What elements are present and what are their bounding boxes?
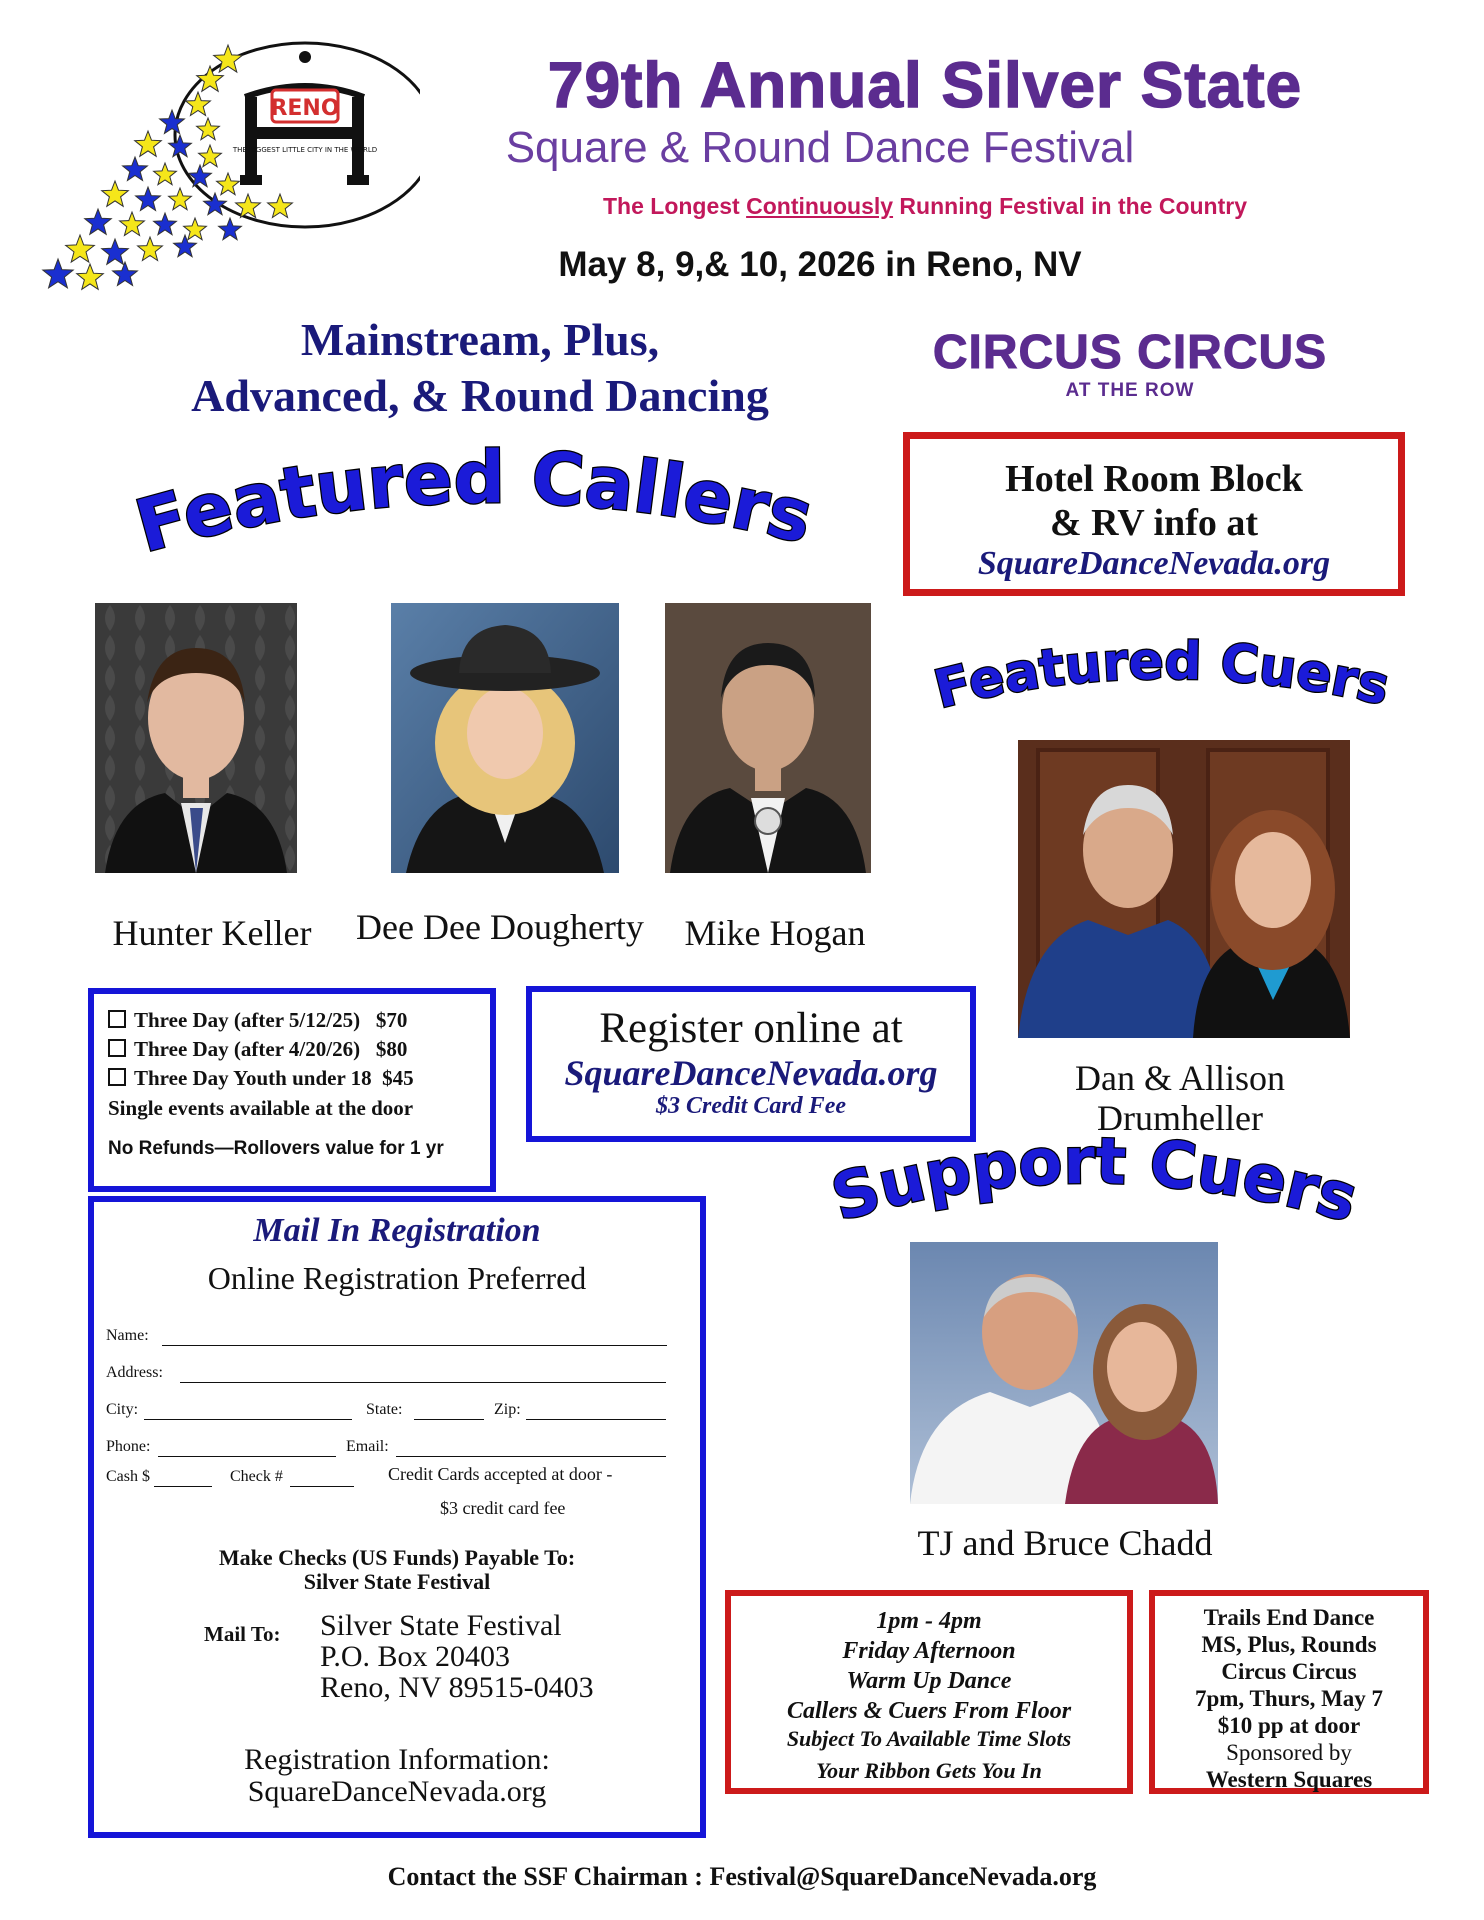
hotel-info-box: Hotel Room Block & RV info at SquareDanceNevada.org [903, 432, 1405, 596]
mail-to-label: Mail To: [204, 1622, 281, 1646]
support-cuer-photo-tj-bruce-chadd [910, 1242, 1218, 1504]
state-field[interactable] [414, 1419, 484, 1420]
caller-name: Mike Hogan [684, 913, 866, 953]
caller-photo-hunter-keller [95, 603, 297, 873]
star-icon [102, 239, 129, 264]
credit-card-note: Credit Cards accepted at door - [388, 1464, 613, 1484]
hotel-info-link[interactable]: SquareDanceNevada.org [977, 545, 1331, 582]
cash-label: Cash $ [106, 1468, 150, 1485]
star-icon [169, 188, 192, 210]
star-icon [135, 131, 162, 156]
star-icon [184, 218, 207, 240]
online-registration-box: Register online at SquareDanceNevada.org $3 Credit Card Fee [526, 986, 976, 1142]
email-field[interactable] [396, 1456, 666, 1457]
cash-field[interactable] [154, 1486, 212, 1487]
address-field[interactable] [180, 1382, 666, 1383]
phone-label: Phone: [106, 1438, 151, 1455]
online-preferred-note: Online Registration Preferred [207, 1260, 587, 1296]
registration-info-link[interactable]: SquareDanceNevada.org [247, 1775, 547, 1808]
price-option-three-day-early[interactable]: Three Day (after 5/12/25) $70 [108, 1008, 407, 1033]
cuer-names: Dan & Allison Drumheller [1074, 1058, 1285, 1138]
star-icon [102, 181, 129, 206]
star-icon [77, 264, 104, 289]
pricing-box [88, 988, 496, 1192]
star-icon [154, 213, 177, 235]
cuer-photo-dan-allison-drumheller [1018, 740, 1350, 1038]
name-label: Name: [106, 1327, 149, 1344]
city-label: City: [106, 1401, 139, 1418]
star-icon [43, 259, 73, 288]
svg-text:Featured Callers: Featured Callers [127, 435, 821, 569]
mail-registration-title: Mail In Registration [253, 1212, 541, 1249]
checkbox-icon[interactable] [108, 1039, 126, 1057]
zip-field[interactable] [526, 1419, 666, 1420]
star-icon [120, 212, 145, 236]
contact-chairman[interactable]: Contact the SSF Chairman : Festival@SquareDanceNevada.org [387, 1862, 1097, 1891]
festival-tagline: The Longest Continuously Running Festival in the Country [602, 193, 1247, 219]
star-icon [136, 187, 161, 211]
reno-logo-slogan: THE BIGGEST LITTLE CITY IN THE WORLD [232, 146, 378, 154]
star-icon [85, 209, 112, 234]
venue-name: CIRCUS CIRCUS [932, 326, 1328, 379]
zip-label: Zip: [494, 1401, 521, 1418]
svg-text:Featured Cuers: Featured Cuers [928, 631, 1395, 721]
venue-subtitle: AT THE ROW [1065, 380, 1195, 401]
checkbox-icon[interactable] [108, 1068, 126, 1086]
address-label: Address: [106, 1364, 163, 1381]
check-label: Check # [230, 1468, 283, 1485]
reno-logo [40, 35, 420, 305]
festival-dates: May 8, 9,& 10, 2026 in Reno, NV [558, 245, 1082, 284]
support-cuers-heading [800, 1124, 1390, 1258]
caller-name: Dee Dee Dougherty [356, 907, 644, 947]
featured-cuers-heading [880, 630, 1440, 740]
state-label: State: [366, 1401, 403, 1418]
checkbox-icon[interactable] [108, 1010, 126, 1028]
svg-text:Support Cuers: Support Cuers [823, 1124, 1365, 1238]
single-events-note: Single events available at the door [108, 1096, 414, 1120]
reno-logo-text: RENO [270, 96, 340, 121]
mailing-address: Silver State Festival P.O. Box 20403 Reno, NV 89515-0403 [320, 1609, 594, 1704]
check-field[interactable] [290, 1486, 354, 1487]
caller-name: Hunter Keller [112, 913, 312, 953]
star-icon [174, 235, 197, 257]
star-icon [219, 218, 242, 240]
star-icon [113, 262, 138, 286]
support-cuer-name: TJ and Bruce Chadd [917, 1523, 1213, 1563]
name-field[interactable] [162, 1345, 667, 1346]
festival-title: 79th Annual Silver State [547, 49, 1303, 121]
featured-callers-heading [100, 435, 860, 590]
trails-end-dance-box: Trails End Dance MS, Plus, Rounds Circus Circus 7pm, Thurs, May 7 $10 pp at door Sponsored by Western Squares [1149, 1590, 1429, 1794]
price-option-three-day[interactable]: Three Day (after 4/20/26) $80 [108, 1037, 407, 1062]
festival-subtitle: Square & Round Dance Festival [505, 123, 1135, 172]
friday-warmup-box: 1pm - 4pm Friday Afternoon Warm Up Dance Callers & Cuers From Floor Subject To Available Time Slots Your Ribbon Gets You In [725, 1590, 1133, 1794]
star-icon [123, 157, 148, 181]
price-option-youth[interactable]: Three Day Youth under 18 $45 [108, 1066, 414, 1091]
star-icon [154, 163, 177, 185]
checks-payable-note: Make Checks (US Funds) Payable To: Silver State Festival [218, 1545, 576, 1594]
phone-field[interactable] [158, 1456, 336, 1457]
mail-registration-form [88, 1196, 706, 1838]
registration-link[interactable]: SquareDanceNevada.org [564, 1053, 938, 1093]
dance-levels: Mainstream, Plus, Advanced, & Round Dancing [191, 314, 769, 421]
credit-card-fee-note: $3 credit card fee [440, 1498, 566, 1518]
registration-info: Registration Information: SquareDanceNevada.org [94, 1744, 700, 1808]
caller-photo-dee-dee-dougherty [391, 603, 619, 873]
caller-photo-mike-hogan [665, 603, 871, 873]
star-icon [138, 237, 163, 261]
credit-card-fee: $3 Credit Card Fee [656, 1093, 846, 1119]
star-icon [66, 235, 95, 262]
city-field[interactable] [144, 1419, 352, 1420]
refund-policy: No Refunds—Rollovers value for 1 yr [108, 1138, 444, 1159]
email-label: Email: [346, 1438, 389, 1455]
reno-arch-logo [40, 35, 420, 305]
